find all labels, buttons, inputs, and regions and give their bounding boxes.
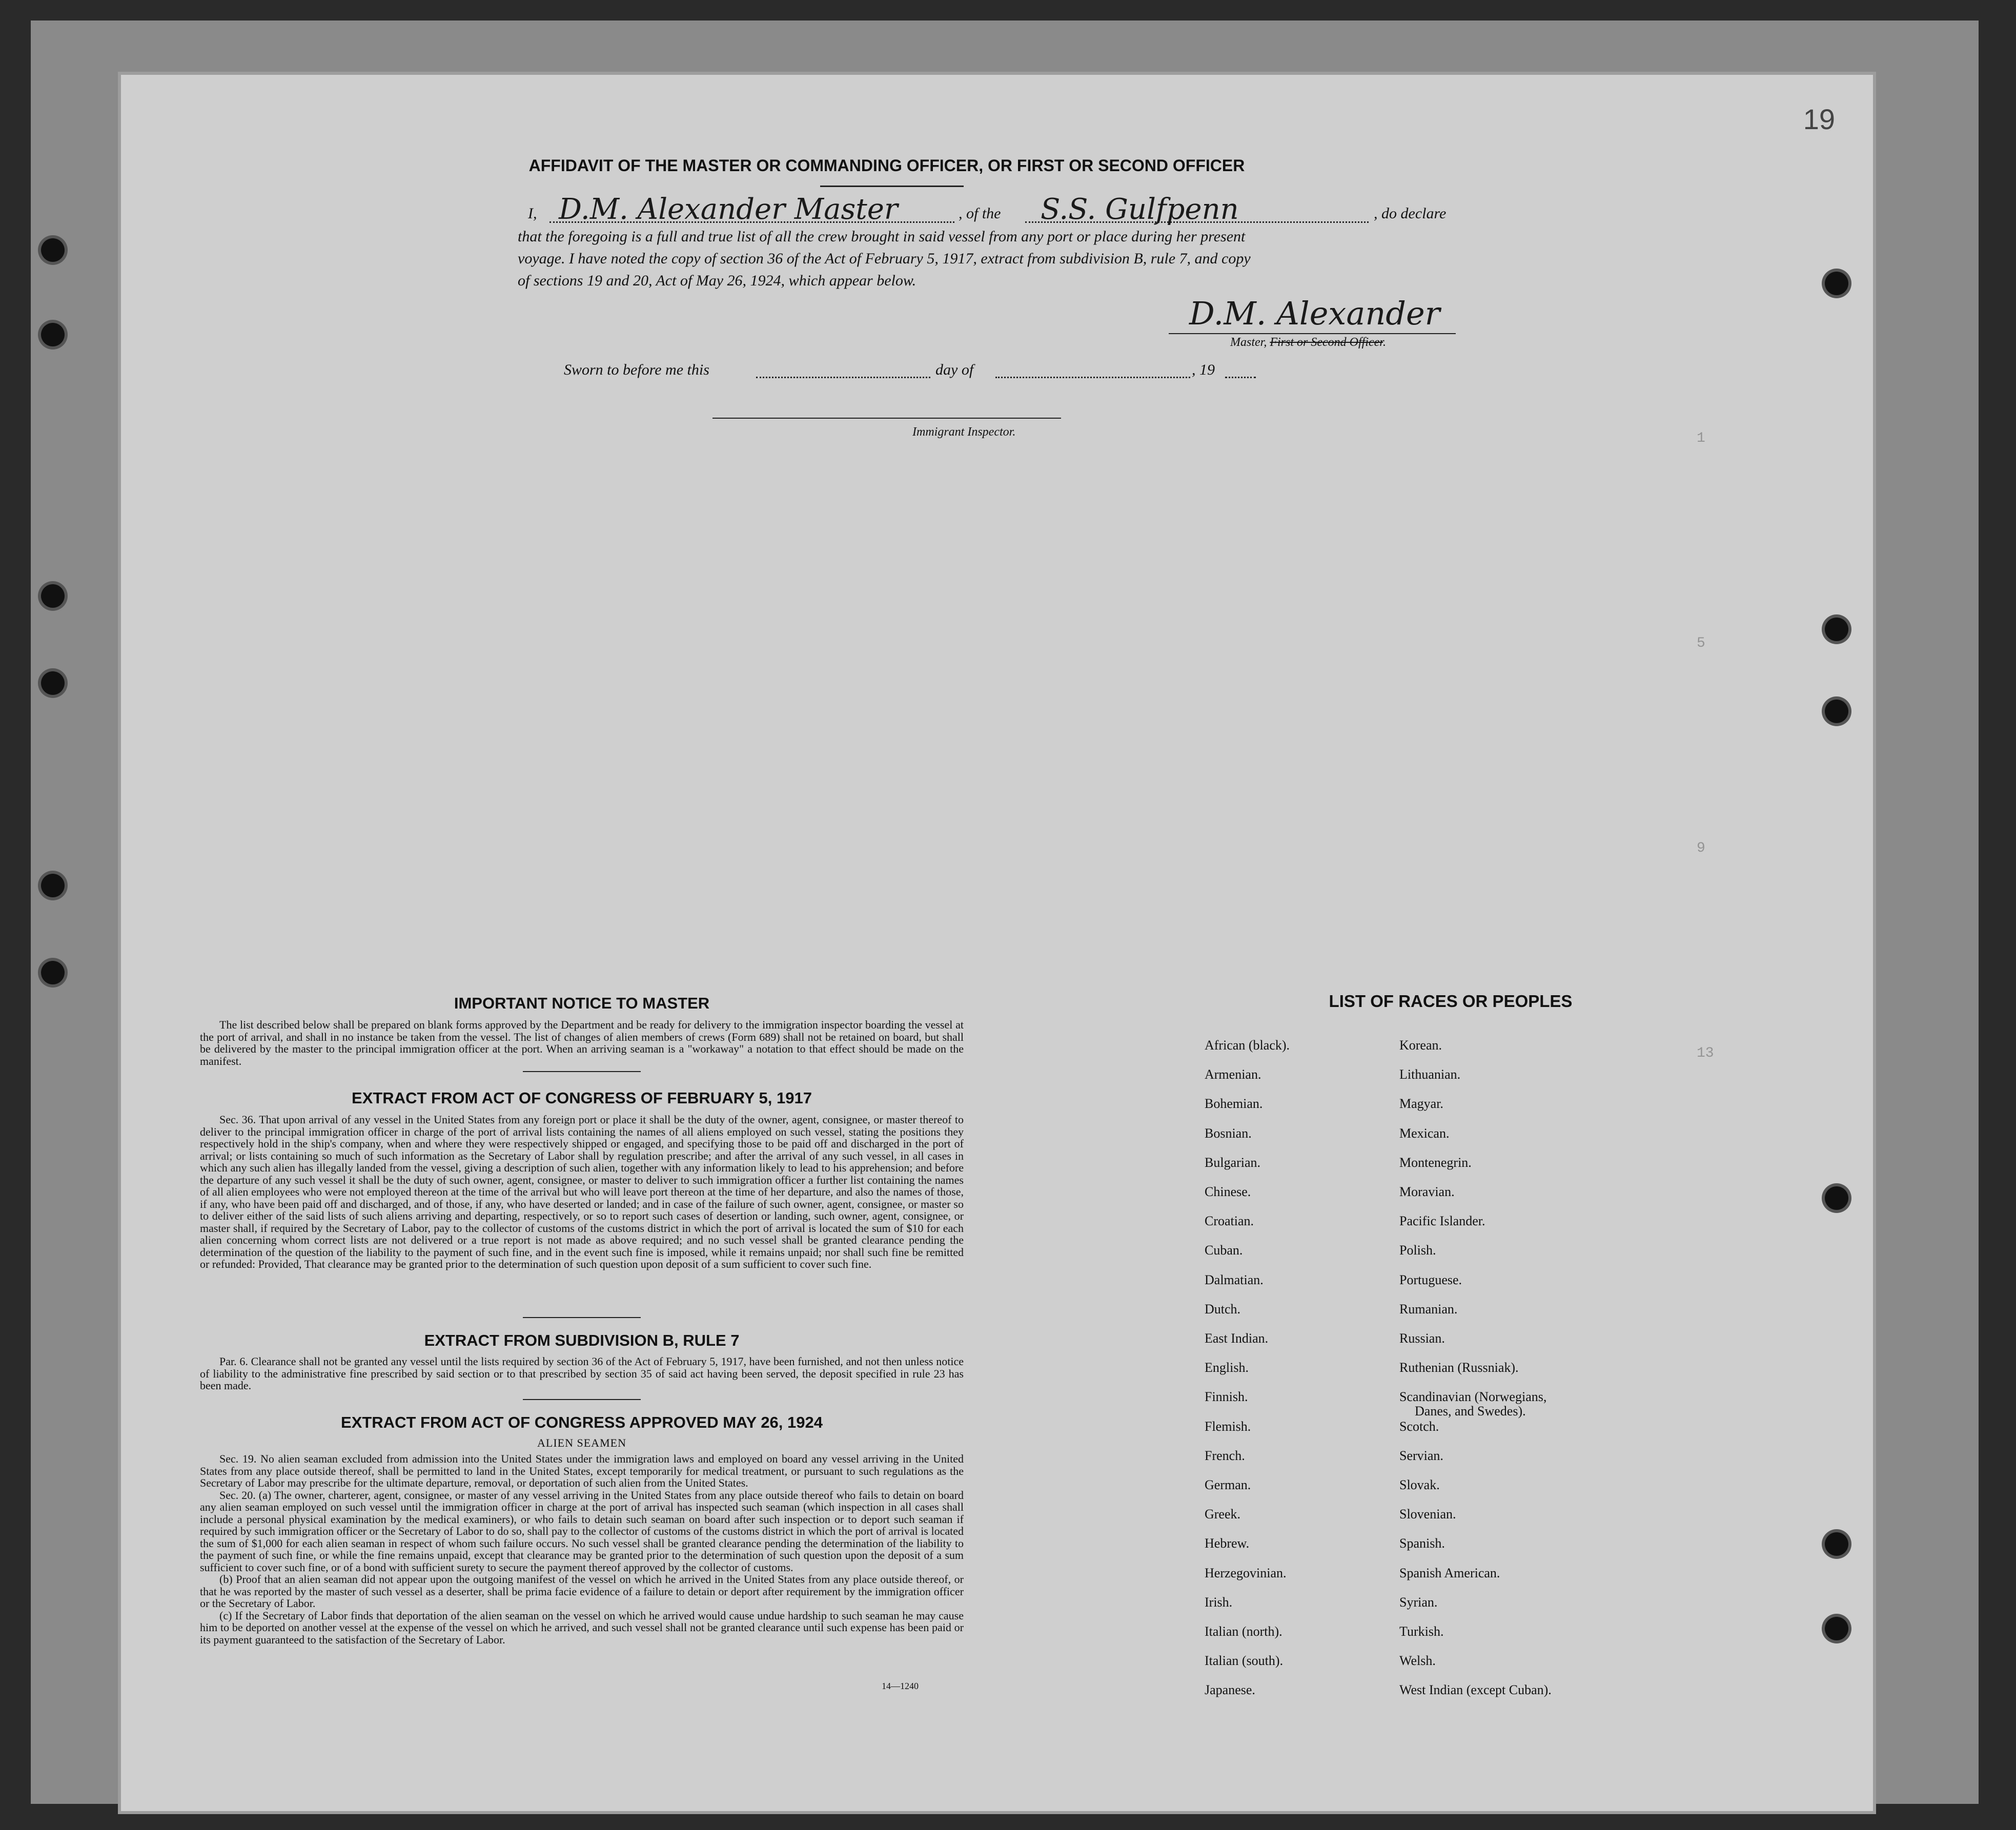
inspector-caption: Immigrant Inspector. <box>912 425 1016 439</box>
race-item: French. <box>1205 1448 1245 1463</box>
affidavit-line1 <box>528 193 1553 231</box>
sworn-line: Sworn to before me this day of , 19 <box>564 361 1384 382</box>
punch-hole <box>1825 1532 1848 1556</box>
race-item: Dutch. <box>1205 1301 1241 1317</box>
affidavit-line2: that the foregoing is a full and true list of all the crew brought in said vessel from any port or place during her present <box>518 228 1246 245</box>
race-item: Italian (south). <box>1205 1653 1284 1669</box>
race-item: Bosnian. <box>1205 1125 1252 1141</box>
affidavit-line3: voyage. I have noted the copy of section 36 of the Act of February 5, 1917, extract from subdivision B, rule 7, and copy <box>518 250 1251 267</box>
punch-hole <box>1825 700 1848 723</box>
race-item: Scotch. <box>1399 1418 1439 1434</box>
race-item: Chinese. <box>1205 1184 1251 1199</box>
extract-1924-heading: EXTRACT FROM ACT OF CONGRESS APPROVED MAY 26, 1924 <box>341 1413 823 1431</box>
subdivision-b-text: Par. 6. Clearance shall not be granted any vessel until the lists required by section 36 of the Act of February 5, 1917, have been furnished, and not then unless notice of liability to the administrative fine prescribed by said section or to that prescribed by section 35 of said act having been served, the deposit specified in rule 23 has been made. <box>200 1355 964 1392</box>
punch-hole <box>1825 618 1848 641</box>
race-item: Pacific Islander. <box>1399 1214 1485 1229</box>
sec-20a: Sec. 20. (a) The owner, charterer, agent, consignee, or master of any vessel arriving in the United States from any place outside thereof who fails to detain on board any alien seaman employed on such vessel until the immigration officer in charge at the port of arrival has inspected such seaman (which inspection in all cases shall include a personal physical examination by the medical examiners), or who fails to detain such seaman on board after such inspection or to deport such seaman if required by such immigration officer or the Secretary of Labor to do so, shall pay to the collector of customs of the customs district in which the port of arrival is located the sum of $1,000 for each alien seaman in respect of whom such failure occurs. No such vessel shall be granted clearance pending the determination of the liability to the payment of such fine, or while the fine remains unpaid, except that clearance may be granted prior to the determination of such question upon the deposit of a sum sufficient to cover such fine, or of a bond with sufficient surety to secure the payment thereof approved by the collector of customs. <box>200 1488 964 1574</box>
notice-text: The list described below shall be prepared on blank forms approved by the Department and be ready for delivery to the immigration inspector boarding the vessel at the port of arrival, and shall in no instance be taken from the vessel. The list of changes of alien members of crews (Form 689) shall not be retained on board, but shall be delivered by the master to the principal immigration officer at the port. When an arriving seaman is a "workaway" a notation to that effect should be made on the manifest. <box>200 1018 964 1067</box>
race-item: Flemish. <box>1205 1418 1251 1434</box>
race-item: Hebrew. <box>1205 1536 1250 1551</box>
notice-heading: IMPORTANT NOTICE TO MASTER <box>454 994 710 1012</box>
punch-hole <box>41 961 65 984</box>
race-item: Danes, and Swedes). <box>1415 1404 1526 1419</box>
race-item: Montenegrin. <box>1399 1155 1472 1170</box>
race-item: Japanese. <box>1205 1682 1255 1698</box>
race-item: Ruthenian (Russniak). <box>1399 1360 1519 1375</box>
punch-hole <box>41 671 65 695</box>
race-item: Cuban. <box>1205 1243 1243 1258</box>
extract-1917-text: Sec. 36. That upon arrival of any vessel in the United States from any foreign port or place it shall be the duty of the owner, agent, consignee, or master thereof to deliver to the principal immigration officer in charge of the port of arrival lists containing the names of all aliens employed on such vessel, stating the positions they respectively hold in the ship's company, when and where they were respectively shipped or engaged, and specifying those to be paid off and discharged in the port of arrival; or lists containing so much of such information as the Secretary of Labor shall by regulation prescribe; and after the arrival of any such vessel, in all cases in which any such alien has illegally landed from the vessel, giving a description of such alien, together with any information likely to lead to his apprehension; and before the departure of any such vessel it shall be the duty of such owner, agent, consignee, or master to deliver to such immigration officer a further list containing the names of all alien employees who were not employed thereon at the time of the arrival but who will leave port thereon at the time of her departure, and also the names of those, if any, who have been paid off and discharged, and of those, if any, who have deserted or landed; and in case of the failure of such owner, agent, consignee, or master so to deliver either of the said lists of such aliens arriving and departing, respectively, or so to report such cases of desertion or landing, such owner, agent, consignee, or master shall, if required by the Secretary of Labor, pay to the collector of customs of the customs district in which the port of arrival is located the sum of $10 for each alien concerning whom correct lists are not delivered or a true report is not made as above required; and no such vessel shall be granted clearance pending the determination of the question of the liability to the payment of such fine, and in the event such fine is imposed, while it remains unpaid; nor shall such fine be remitted or refunded: Provided, That clearance may be granted prior to the determination of such question upon deposit of a sum sufficient to cover such fine. <box>200 1113 964 1270</box>
races-heading: LIST OF RACES OR PEOPLES <box>1329 992 1573 1011</box>
divider <box>820 186 964 187</box>
race-item: Scandinavian (Norwegians, <box>1399 1389 1547 1405</box>
race-item: Korean. <box>1399 1038 1442 1053</box>
race-item: Irish. <box>1205 1594 1233 1610</box>
signature-line <box>1169 333 1456 334</box>
officer-name-handwritten: D.M. Alexander Master <box>559 193 898 226</box>
vessel-name-handwritten: S.S. Gulfpenn <box>1041 193 1239 226</box>
race-item: Moravian. <box>1399 1184 1455 1199</box>
race-item: Croatian. <box>1205 1214 1254 1229</box>
master-signature: D.M. Alexander <box>1189 295 1440 332</box>
race-item: Magyar. <box>1399 1096 1443 1112</box>
race-item: Greek. <box>1205 1507 1241 1522</box>
race-item: Rumanian. <box>1399 1301 1458 1317</box>
form-number: 14—1240 <box>882 1681 919 1691</box>
race-item: Dalmatian. <box>1205 1272 1264 1287</box>
divider <box>523 1317 641 1318</box>
of-the-label: , of the <box>959 205 1001 222</box>
sec-20b: (b) Proof that an alien seaman did not appear upon the outgoing manifest of the vessel on which he arrived in the United States from any place outside thereof, or that he was reported by the master of such vessel as a deserter, shall be prima facie evidence of a failure to detain or deport after requirement by the immigration officer or the Secretary of Labor. <box>200 1573 964 1610</box>
race-item: Slovenian. <box>1399 1507 1456 1522</box>
punch-hole <box>41 584 65 608</box>
race-item: Portuguese. <box>1399 1272 1462 1287</box>
divider <box>523 1071 641 1072</box>
inspector-signature-line <box>712 418 1061 419</box>
affidavit-line4: of sections 19 and 20, Act of May 26, 1924, which appear below. <box>518 272 917 289</box>
divider <box>523 1399 641 1400</box>
extract-1924-text <box>200 1453 964 1646</box>
affidavit-heading: AFFIDAVIT OF THE MASTER OR COMMANDING OFFICER, OR FIRST OR SECOND OFFICER <box>528 156 1245 175</box>
bleed-through: 1 5 9 13 <box>1697 430 1714 1061</box>
race-item: African (black). <box>1205 1038 1290 1053</box>
race-item: Russian. <box>1399 1331 1445 1346</box>
subdivision-b-heading: EXTRACT FROM SUBDIVISION B, RULE 7 <box>424 1331 740 1349</box>
race-item: Spanish. <box>1399 1536 1445 1551</box>
punch-hole <box>41 323 65 346</box>
race-item: Servian. <box>1399 1448 1443 1463</box>
punch-hole <box>41 874 65 897</box>
race-item: Italian (north). <box>1205 1624 1282 1639</box>
race-item: Polish. <box>1399 1243 1436 1258</box>
punch-hole <box>1825 1617 1848 1640</box>
race-item: Spanish American. <box>1399 1565 1500 1580</box>
sec-19: Sec. 19. No alien seaman excluded from admission into the United States under the immigration laws and employed on board any vessel arriving in the United States from any place outside thereof, shall be permitted to land in the United States, except temporarily for medical treatment, or pursuant to such regulations as the Secretary of Labor may prescribe for the ultimate departure, removal, or deportation of such alien from the United States. <box>200 1452 964 1489</box>
race-item: Syrian. <box>1399 1594 1438 1610</box>
race-item: Finnish. <box>1205 1389 1248 1405</box>
extract-1917-heading: EXTRACT FROM ACT OF CONGRESS OF FEBRUARY 5, 1917 <box>352 1089 812 1107</box>
page-number: 19 <box>1803 103 1835 135</box>
sec-20c: (c) If the Secretary of Labor finds that deportation of the alien seaman on the vessel on which he arrived would cause undue hardship to such seaman he may cause him to be deported on another vessel at the expense of the vessel on which he arrived, and such vessel shall not be granted clearance until such expense has been paid or its payment guaranteed to the satisfaction of the Secretary of Labor. <box>200 1609 964 1646</box>
race-item: Welsh. <box>1399 1653 1436 1669</box>
struck-caption: First or Second Officer <box>1270 336 1383 349</box>
form-page <box>118 72 1876 1814</box>
pronoun: I, <box>528 205 537 222</box>
do-declare-label: , do declare <box>1374 205 1447 222</box>
punch-hole <box>41 238 65 262</box>
race-item: Slovak. <box>1399 1477 1440 1492</box>
race-item: Herzegovinian. <box>1205 1565 1287 1580</box>
race-item: English. <box>1205 1360 1249 1375</box>
races-left-column <box>1205 1038 1389 1781</box>
race-item: Bohemian. <box>1205 1096 1263 1112</box>
race-item: German. <box>1205 1477 1251 1492</box>
race-item: Armenian. <box>1205 1067 1261 1082</box>
race-item: Bulgarian. <box>1205 1155 1261 1170</box>
race-item: East Indian. <box>1205 1331 1269 1346</box>
race-item: Mexican. <box>1399 1125 1450 1141</box>
punch-hole <box>1825 1186 1848 1210</box>
punch-hole <box>1825 272 1848 295</box>
race-item: West Indian (except Cuban). <box>1399 1682 1552 1698</box>
race-item: Lithuanian. <box>1399 1067 1461 1082</box>
races-right-column <box>1399 1038 1686 1781</box>
signature-caption: Master, First or Second Officer. <box>1230 336 1386 349</box>
alien-seamen-subheading: ALIEN SEAMEN <box>537 1436 626 1449</box>
race-item: Turkish. <box>1399 1624 1444 1639</box>
